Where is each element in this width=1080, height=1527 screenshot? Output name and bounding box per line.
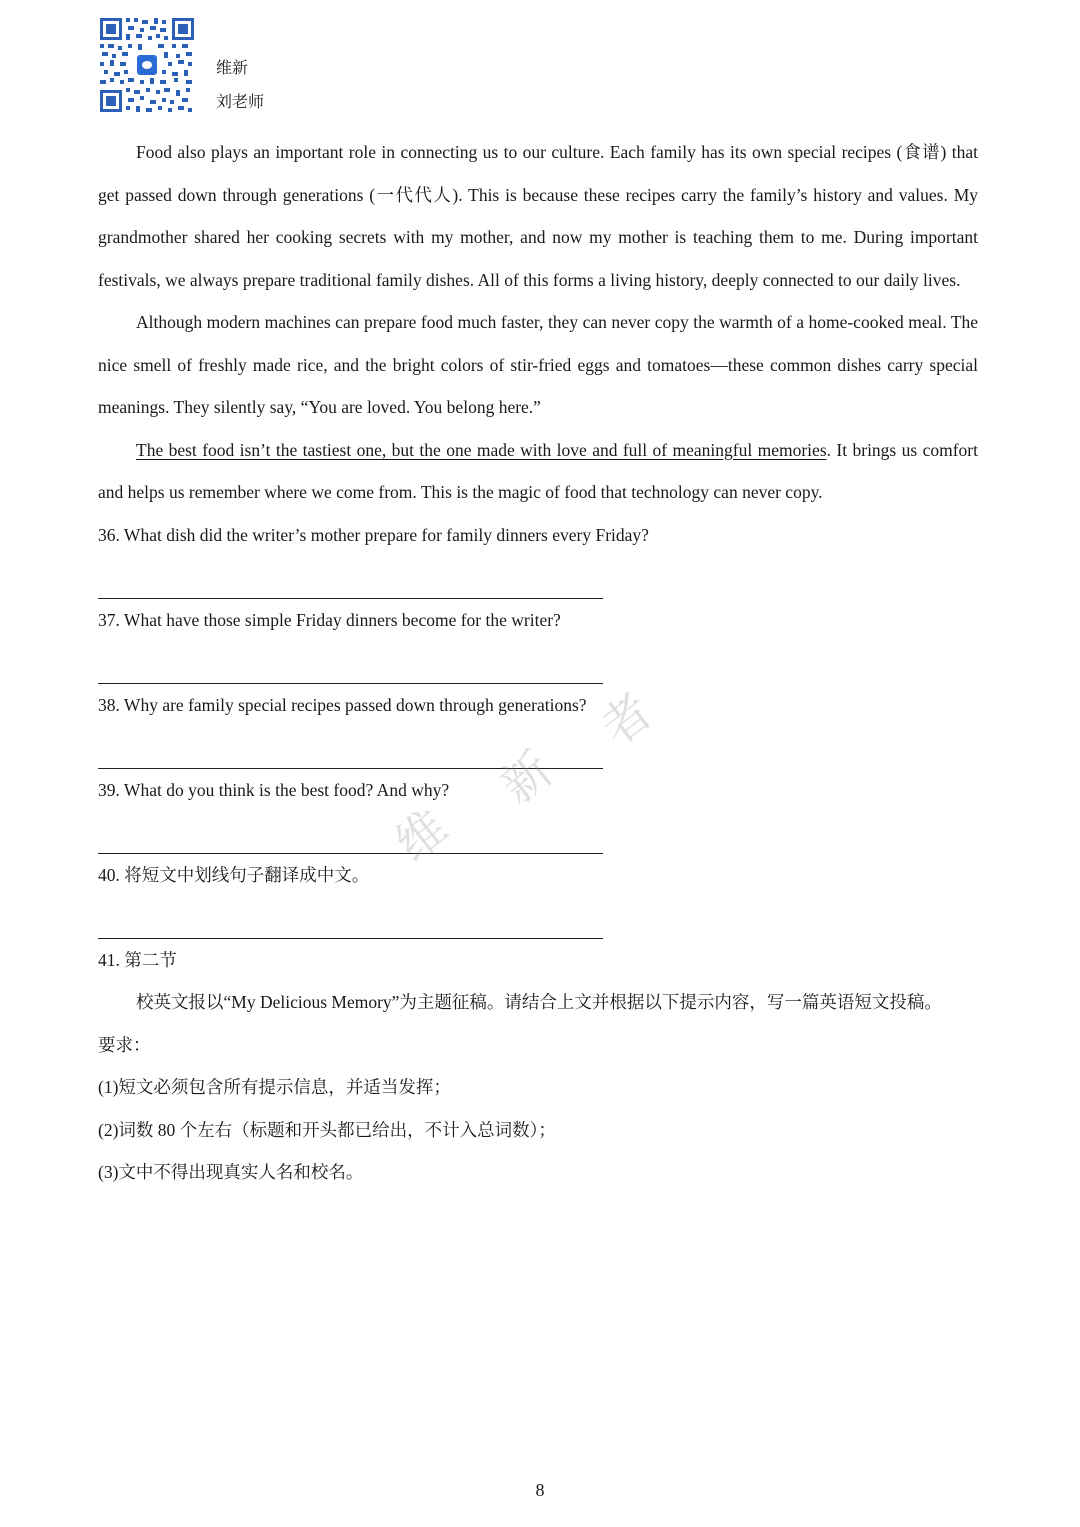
header: [98, 16, 398, 118]
watermark-char-2: 新: [490, 741, 563, 815]
writing-prompt: 校英文报以“My Delicious Memory”为主题征稿。请结合上文并根据以下提示内容，写一篇英语短文投稿。: [136, 992, 942, 1012]
wechat-icon: [135, 53, 159, 77]
question-38: 38. Why are family special recipes passed down through generations?: [98, 694, 587, 715]
document-body: [98, 131, 978, 1194]
requirement-1: (1)短文必须包含所有提示信息，并适当发挥；: [98, 1077, 451, 1097]
section-2-heading: 41. 第二节: [98, 949, 177, 970]
passage-paragraph-3-rest: . It brings us comfort and helps us remember where we come from. This is the magic of food that technology can never copy.: [98, 439, 978, 502]
answer-line-39[interactable]: [98, 811, 603, 854]
question-39: 39. What do you think is the best food? And why?: [98, 779, 450, 800]
watermark-char-1: 维: [385, 799, 458, 873]
passage-paragraph-3: [98, 429, 978, 514]
watermark-char-3: 者: [590, 683, 663, 757]
qr-code-icon[interactable]: [98, 16, 196, 114]
passage-paragraph-1: Food also plays an important role in connecting us to our culture. Each family has its own special recipes (食谱) that get passed down through generations (一代代人). This is because these recipes carry the family’s history and values. My grandmother shared her cooking secrets with my mother, and now my mother is teaching them to me. During important festivals, we always prepare traditional family dishes. All of this forms a living history, deeply connected to our daily lives.: [98, 142, 978, 290]
teacher-name: 刘老师: [216, 94, 265, 111]
answer-line-37[interactable]: [98, 641, 603, 684]
brand-name: 维新: [216, 60, 249, 77]
question-37: 37. What have those simple Friday dinners become for the writer?: [98, 609, 561, 630]
page-number: 8: [535, 1480, 545, 1500]
answer-line-36[interactable]: [98, 556, 603, 599]
answer-line-40[interactable]: [98, 896, 603, 939]
requirement-2: (2)词数 80 个左右（标题和开头都已给出，不计入总词数）；: [98, 1119, 556, 1140]
requirements-label: 要求：: [98, 1034, 151, 1055]
requirement-3: (3)文中不得出现真实人名和校名。: [98, 1162, 364, 1182]
answer-line-38[interactable]: [98, 726, 603, 769]
question-36: 36. What dish did the writer’s mother prepare for family dinners every Friday?: [98, 524, 649, 545]
underlined-sentence: The best food isn’t the tastiest one, but the one made with love and full of meaningful memories: [136, 439, 827, 460]
question-40: 40. 将短文中划线句子翻译成中文。: [98, 864, 370, 885]
passage-paragraph-2: Although modern machines can prepare food much faster, they can never copy the warmth of a home-cooked meal. The nice smell of freshly made rice, and the bright colors of stir-fried eggs and tomatoes—these common dishes carry special meanings. They silently say, “You are loved. You belong here.”: [98, 312, 978, 417]
